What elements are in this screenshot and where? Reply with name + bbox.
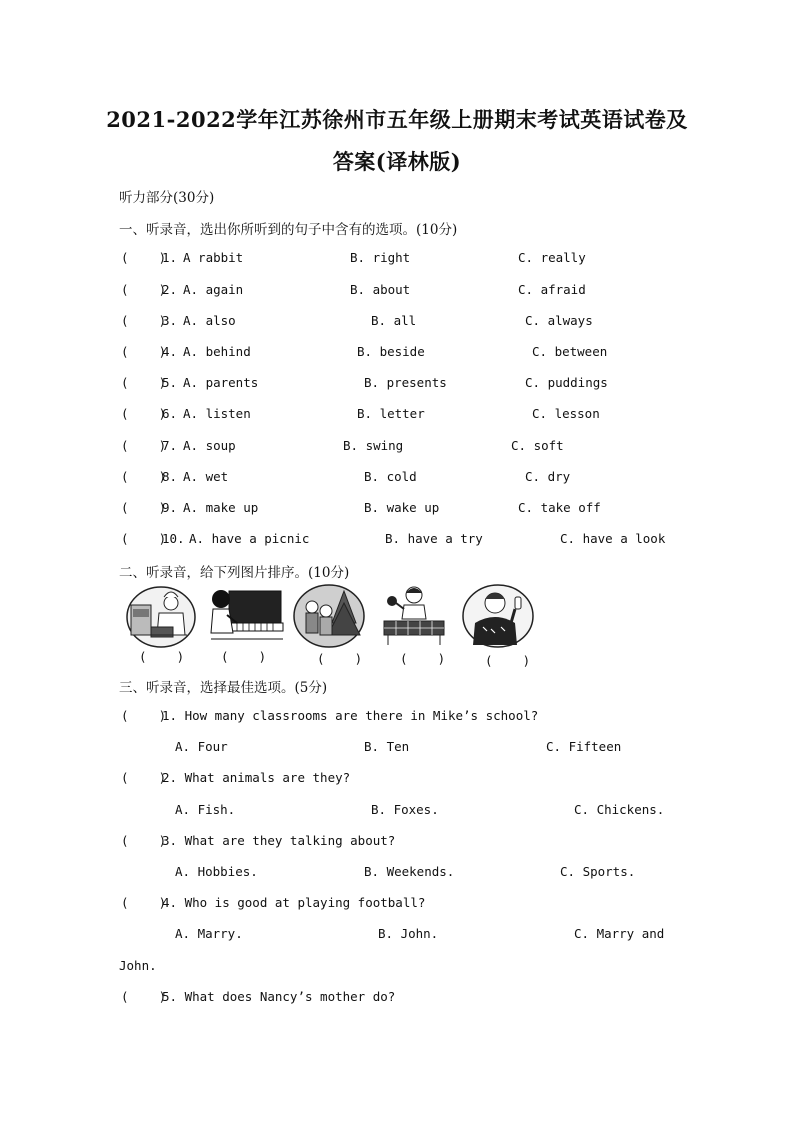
option-a: A. Hobbies. [175, 864, 258, 879]
option-a: A. Fish. [175, 802, 236, 817]
option-a: A. soup [183, 438, 236, 453]
answer-blank[interactable]: ( ) [121, 313, 167, 328]
answer-blank[interactable]: ( ) [121, 469, 167, 484]
question-row [121, 833, 681, 853]
options-row-wrap [119, 958, 679, 978]
option-a: A rabbit [183, 250, 244, 265]
option-b: B. wake up [364, 500, 440, 515]
option-a: A. listen [183, 406, 251, 421]
option-b: B. Foxes. [371, 802, 439, 817]
section2-heading: 二、听录音，给下列图片排序。(10分) [119, 565, 350, 581]
answer-blank[interactable]: ( ) [121, 344, 167, 359]
option-a: A. also [183, 313, 236, 328]
section1-heading: 一、听录音，选出你所听到的句子中含有的选项。(10分) [119, 222, 458, 238]
option-c: C. take off [518, 500, 601, 515]
options-row [121, 802, 681, 822]
list-item [121, 500, 681, 520]
option-b: B. right [350, 250, 411, 265]
option-c: C. Marry and [574, 926, 665, 941]
list-item [121, 282, 681, 302]
list-item [121, 375, 681, 395]
option-c: C. between [532, 344, 608, 359]
option-c: C. soft [511, 438, 564, 453]
option-b: B. all [371, 313, 417, 328]
item-number: 8. [162, 469, 178, 484]
answer-blank[interactable]: ( ) [121, 708, 167, 723]
option-c: C. really [518, 250, 586, 265]
question-text: 1. How many classrooms are there in Mike’s school? [162, 708, 539, 723]
answer-blank[interactable]: ( ) [221, 649, 267, 664]
item-number: 2. [162, 282, 178, 297]
item-number: 9. [162, 500, 178, 515]
answer-blank[interactable]: ( ) [485, 653, 531, 668]
item-number: 5. [162, 375, 178, 390]
option-a: A. wet [183, 469, 229, 484]
list-item [121, 313, 681, 333]
answer-blank[interactable]: ( ) [121, 770, 167, 785]
option-b: B. letter [357, 406, 425, 421]
item-number: 1. [162, 250, 178, 265]
question-row [121, 989, 681, 1009]
options-row [121, 926, 681, 946]
option-b: B. about [350, 282, 411, 297]
table-tennis-picture [378, 583, 450, 649]
item-number: 4. [162, 344, 178, 359]
list-item [121, 531, 681, 551]
option-b: B. Ten [364, 739, 410, 754]
part-heading: 听力部分(30分) [119, 190, 215, 206]
question-row [121, 770, 681, 790]
section3-heading: 三、听录音，选择最佳选项。(5分) [119, 680, 328, 696]
answer-blank[interactable]: ( ) [121, 989, 167, 1004]
question-text: 2. What animals are they? [162, 770, 351, 785]
option-c: C. always [525, 313, 593, 328]
answer-blank[interactable]: ( ) [121, 250, 167, 265]
option-c: C. Fifteen [546, 739, 622, 754]
question-text: 4. Who is good at playing football? [162, 895, 426, 910]
option-a: A. Marry. [175, 926, 243, 941]
question-row [121, 895, 681, 915]
option-b: B. cold [364, 469, 417, 484]
option-a: A. again [183, 282, 244, 297]
option-c: C. puddings [525, 375, 608, 390]
list-item [121, 438, 681, 458]
question-text: 5. What does Nancy’s mother do? [162, 989, 396, 1004]
list-item [121, 406, 681, 426]
answer-blank[interactable]: ( ) [121, 375, 167, 390]
cooking-picture [125, 583, 197, 649]
option-b: B. have a try [385, 531, 483, 546]
answer-blank[interactable]: ( ) [121, 895, 167, 910]
option-a: A. behind [183, 344, 251, 359]
option-c: C. Sports. [560, 864, 636, 879]
answer-blank[interactable]: ( ) [121, 438, 167, 453]
thumbs-up-picture [461, 583, 535, 649]
answer-blank[interactable]: ( ) [121, 531, 167, 546]
answer-blank[interactable]: ( ) [121, 833, 167, 848]
option-c: C. have a look [560, 531, 666, 546]
option-b: B. swing [343, 438, 404, 453]
option-c: C. lesson [532, 406, 600, 421]
answer-blank[interactable]: ( ) [139, 649, 185, 664]
option-c: C. afraid [518, 282, 586, 297]
document-title-line1: 2021-2022学年江苏徐州市五年级上册期末考试英语试卷及 [106, 107, 688, 132]
option-a: A. have a picnic [189, 531, 310, 546]
answer-blank[interactable]: ( ) [121, 406, 167, 421]
options-row [121, 864, 681, 884]
answer-blank[interactable]: ( ) [121, 500, 167, 515]
list-item [121, 250, 681, 270]
christmas-picture [292, 583, 366, 649]
option-b: B. John. [378, 926, 439, 941]
picture-row [121, 583, 541, 668]
option-b: B. Weekends. [364, 864, 455, 879]
item-number: 7. [162, 438, 178, 453]
options-row [121, 739, 681, 759]
answer-blank[interactable]: ( ) [317, 651, 363, 666]
answer-blank[interactable]: ( ) [121, 282, 167, 297]
answer-blank[interactable]: ( ) [400, 651, 446, 666]
option-c-continued: John. [119, 958, 157, 973]
question-text: 3. What are they talking about? [162, 833, 396, 848]
list-item [121, 469, 681, 489]
item-number: 3. [162, 313, 178, 328]
document-title-line2: 答案(译林版) [332, 149, 462, 174]
option-b: B. beside [357, 344, 425, 359]
option-b: B. presents [364, 375, 447, 390]
option-a: A. make up [183, 500, 259, 515]
option-c: C. Chickens. [574, 802, 665, 817]
option-a: A. parents [183, 375, 259, 390]
option-c: C. dry [525, 469, 571, 484]
item-number: 6. [162, 406, 178, 421]
question-row [121, 708, 681, 728]
list-item [121, 344, 681, 364]
item-number: 10. [162, 531, 185, 546]
option-a: A. Four [175, 739, 228, 754]
piano-picture [207, 583, 285, 647]
